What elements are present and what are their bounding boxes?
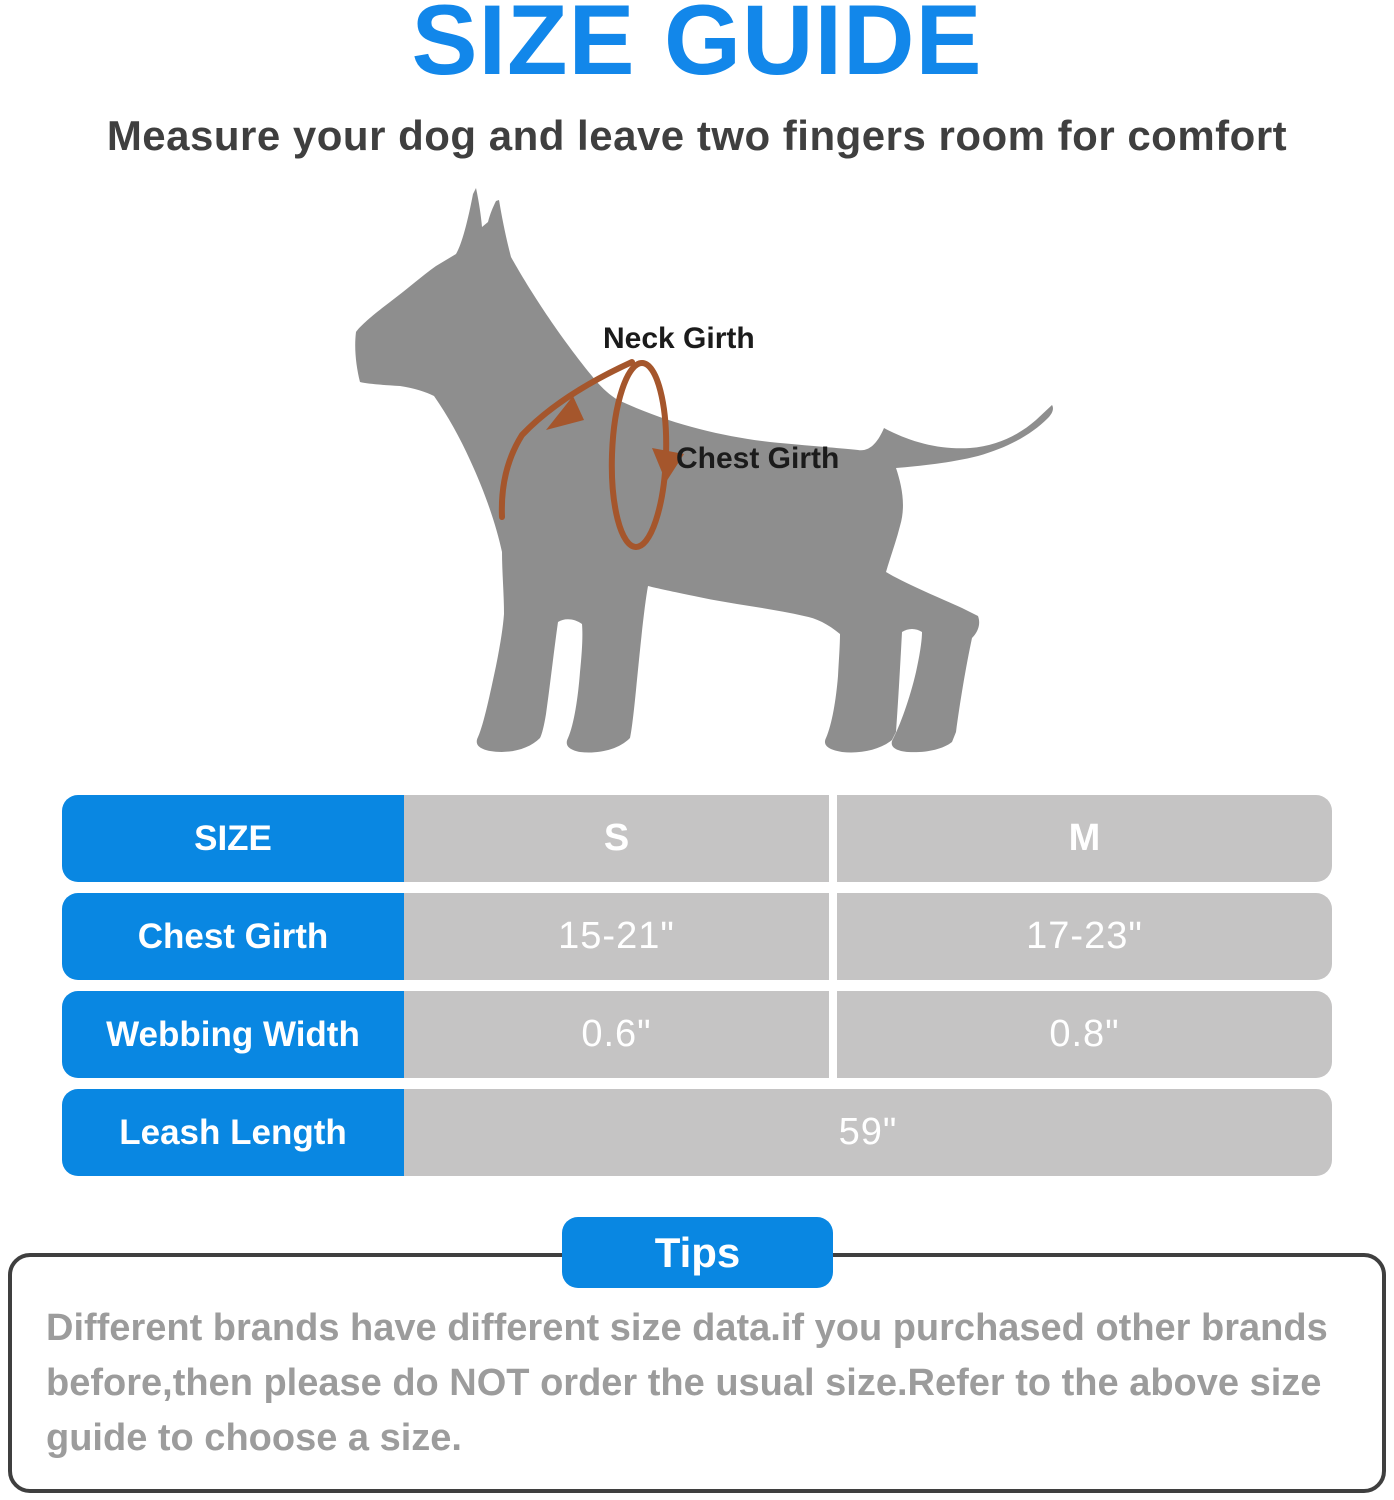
table-row-chest-girth (62, 893, 1332, 980)
tips-box (8, 1253, 1386, 1493)
leash-length-value: 59" (838, 1111, 898, 1153)
chest-girth-s-value: 15-21" (558, 915, 675, 957)
column-s-label: S (603, 817, 630, 859)
value-cell-s (404, 893, 829, 980)
page-subtitle: Measure your dog and leave two fingers room for comfort (106, 112, 1288, 159)
neck-girth-label: Neck Girth (603, 322, 755, 355)
row-label-cell (62, 893, 404, 980)
chest-girth-m-value: 17-23" (1026, 915, 1143, 957)
column-m-label: M (1068, 817, 1101, 859)
value-cell-s (404, 991, 829, 1078)
row-label: Chest Girth (137, 916, 329, 956)
column-header-s (404, 795, 829, 882)
table-header-size-cell (62, 795, 404, 882)
dog-measurement-illustration (330, 180, 1090, 780)
size-header-label: SIZE (194, 818, 272, 858)
table-row-leash-length (62, 1089, 1332, 1176)
tips-badge (562, 1217, 833, 1288)
page-title: SIZE GUIDE (411, 0, 983, 95)
value-cell-full-span (404, 1089, 1332, 1176)
webbing-width-s-value: 0.6" (581, 1013, 652, 1055)
size-table (62, 795, 1332, 1187)
column-header-m (837, 795, 1332, 882)
chest-girth-label: Chest Girth (676, 442, 840, 475)
table-row-webbing-width (62, 991, 1332, 1078)
webbing-width-m-value: 0.8" (1049, 1013, 1120, 1055)
row-label: Webbing Width (106, 1014, 360, 1054)
row-label-cell (62, 1089, 404, 1176)
value-cell-m (837, 893, 1332, 980)
tips-text: Different brands have different size data.if you purchased other brands before,then please do NOT order the usual size.Refer to the above size guide to choose a size. (46, 1307, 1328, 1459)
table-header-row (62, 795, 1332, 882)
value-cell-m (837, 991, 1332, 1078)
tips-badge-label: Tips (654, 1228, 741, 1276)
row-label: Leash Length (119, 1112, 347, 1152)
row-label-cell (62, 991, 404, 1078)
